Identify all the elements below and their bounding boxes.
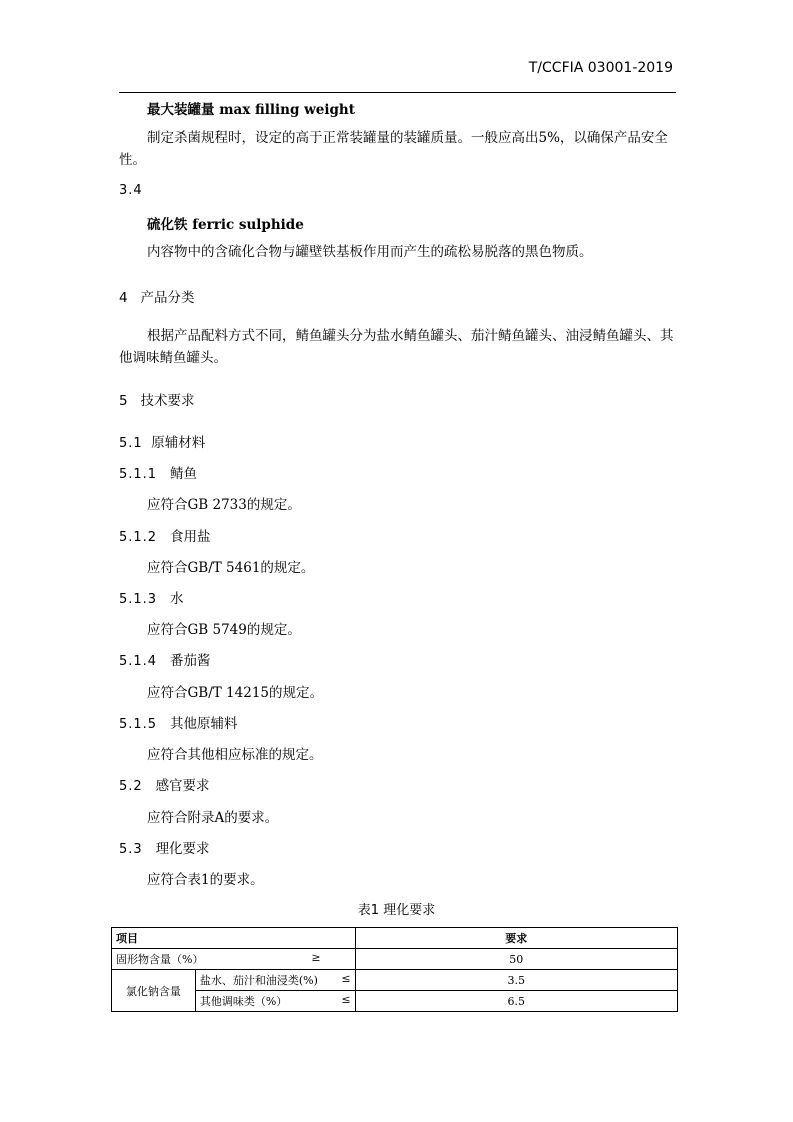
term-max-filling-weight: 最大装罐量 max filling weight <box>147 102 355 118</box>
term-ferric-sulphide: 硫化铁 ferric sulphide <box>147 217 304 233</box>
section-5-number: 5 <box>119 393 128 409</box>
row-label: 其他调味类（%） <box>199 995 288 1008</box>
subclause-5-1-1-text: 应符合GB 2733的规定。 <box>147 497 301 513</box>
subclause-number: 5.1.5 <box>119 717 158 732</box>
subclause-number: 5.1.4 <box>119 654 158 669</box>
row-label: 盐水、茄汁和油浸类(%) <box>199 974 318 987</box>
subclause-number: 5.1.1 <box>119 467 158 482</box>
section-4-heading <box>119 286 194 306</box>
row-value: 6.5 <box>355 991 677 1012</box>
row-value: 3.5 <box>355 970 677 991</box>
column-header-item: 项目 <box>112 928 356 949</box>
row-label-cell <box>112 949 356 970</box>
section-5-3-text: 应符合表1的要求。 <box>147 872 264 888</box>
section-4-title: 产品分类 <box>140 290 195 306</box>
section-4-number: 4 <box>119 290 128 306</box>
section-4-text: 根据产品配料方式不同，鲭鱼罐头分为盐水鲭鱼罐头、茄汁鲭鱼罐头、油浸鲭鱼罐头、其他调味鲭鱼罐头。 <box>119 328 674 366</box>
subclause-title: 其他原辅料 <box>169 716 238 732</box>
subclause-5-1-3-text: 应符合GB 5749的规定。 <box>147 622 301 638</box>
subclause-5-1-5-text: 应符合其他相应标准的规定。 <box>147 747 323 763</box>
document-code: T/CCFIA 03001-2019 <box>528 60 673 76</box>
subclause-title: 番茄酱 <box>169 653 211 669</box>
table-row <box>112 991 678 1012</box>
row-label: 固形物含量（%） <box>116 953 204 966</box>
subclause-5-1-5-heading <box>119 712 237 732</box>
section-5-1-number: 5.1 <box>119 436 143 451</box>
physicochemical-requirements-table <box>111 927 678 1012</box>
header-rule <box>119 92 676 93</box>
row-label-cell <box>195 970 355 991</box>
subclause-title: 水 <box>169 591 184 607</box>
table-row <box>112 949 678 970</box>
subclause-5-1-2-text: 应符合GB/T 5461的规定。 <box>147 560 315 576</box>
section-5-3-heading <box>119 837 210 857</box>
operator: ≤ <box>341 972 351 985</box>
definition-ferric-sulphide: 内容物中的含硫化合物与罐壁铁基板作用而产生的疏松易脱落的黑色物质。 <box>147 244 593 260</box>
definition-max-filling-weight: 制定杀菌规程时，设定的高于正常装罐量的装罐质量。一般应高出5%，以确保产品安全性。 <box>119 130 668 168</box>
section-5-2-heading <box>119 774 210 794</box>
subclause-title: 食用盐 <box>169 529 211 545</box>
subclause-number: 5.1.3 <box>119 592 158 607</box>
table-header-row <box>112 928 678 949</box>
table-caption: 表1 理化要求 <box>357 903 436 918</box>
table-row <box>112 970 678 991</box>
section-5-2-title: 感官要求 <box>155 778 210 794</box>
subclause-5-1-4-text: 应符合GB/T 14215的规定。 <box>147 685 323 701</box>
subclause-5-1-3-heading <box>119 587 183 607</box>
subclause-5-1-1-heading <box>119 462 197 482</box>
group-label: 氯化钠含量 <box>112 970 196 1012</box>
section-5-3-number: 5.3 <box>119 842 143 857</box>
subclause-number: 5.1.2 <box>119 530 158 545</box>
subclause-title: 鲭鱼 <box>169 466 197 482</box>
row-value: 50 <box>355 949 677 970</box>
section-5-2-text: 应符合附录A的要求。 <box>147 810 279 826</box>
section-5-title: 技术要求 <box>140 393 195 409</box>
operator: ≤ <box>341 993 351 1006</box>
row-label-cell <box>195 991 355 1012</box>
subclause-5-1-4-heading <box>119 649 210 669</box>
section-5-1-heading <box>119 431 205 451</box>
subclause-5-1-2-heading <box>119 525 210 545</box>
operator: ≥ <box>311 951 321 964</box>
clause-number-3-4: 3.4 <box>119 183 143 198</box>
section-5-3-title: 理化要求 <box>155 841 210 857</box>
column-header-requirement: 要求 <box>355 928 677 949</box>
section-5-2-number: 5.2 <box>119 779 143 794</box>
section-5-1-title: 原辅材料 <box>151 435 206 451</box>
section-5-heading <box>119 389 194 409</box>
